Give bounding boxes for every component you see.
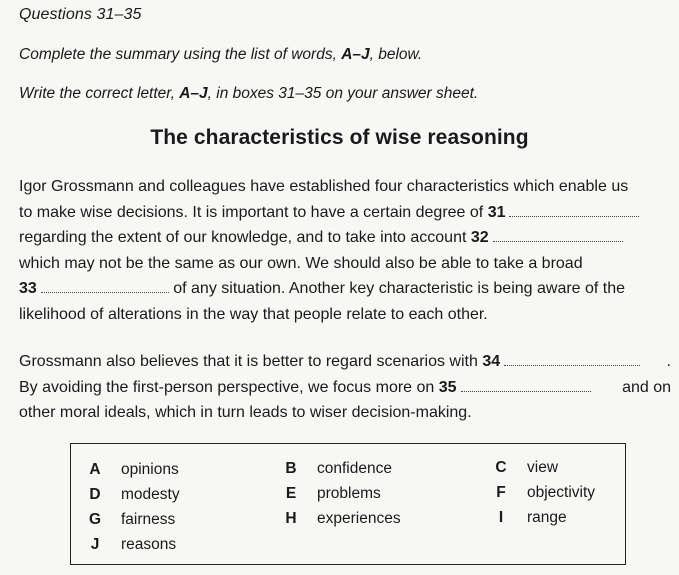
option-word: fairness <box>121 511 176 528</box>
answer-gap-33[interactable] <box>41 280 169 293</box>
word-option-c <box>493 459 558 477</box>
summary-line <box>19 276 671 302</box>
word-option-i <box>493 509 567 527</box>
summary-line <box>19 349 671 375</box>
answer-gap-34[interactable] <box>504 353 640 366</box>
word-option-j <box>87 536 176 554</box>
instruction-text: , below. <box>369 46 423 63</box>
option-letter: G <box>88 511 102 528</box>
word-option-h <box>283 510 401 528</box>
instruction-text: , in boxes 31–35 on your answer sheet. <box>207 85 479 102</box>
option-letter: C <box>495 459 507 476</box>
instruction-complete-summary <box>19 46 422 64</box>
option-letter: A <box>89 461 101 478</box>
word-option-f <box>493 484 595 502</box>
option-letter: D <box>89 486 101 503</box>
summary-line: which may not be the same as our own. We should also be able to take a broad <box>19 254 583 272</box>
summary-text: of any situation. Another key characteristic is being aware of the <box>168 280 626 297</box>
summary-line <box>19 375 671 401</box>
answer-gap-31[interactable] <box>509 204 639 217</box>
gap-number-32: 32 <box>470 229 489 246</box>
answer-gap-32[interactable] <box>493 229 623 242</box>
option-word: experiences <box>317 510 401 527</box>
option-letter: I <box>498 509 504 526</box>
gap-number-33: 33 <box>19 280 37 297</box>
option-letter: H <box>285 510 297 527</box>
summary-title: The characteristics of wise reasoning <box>150 126 529 149</box>
word-option-e <box>283 485 381 503</box>
instruction-text: Complete the summary using the list of words, <box>19 46 342 63</box>
summary-text: and on <box>622 378 671 396</box>
option-letter: F <box>496 484 506 501</box>
option-letter: B <box>285 460 297 477</box>
instruction-letter-range: A–J <box>179 85 208 102</box>
option-word: reasons <box>121 536 177 553</box>
option-word: problems <box>317 485 381 502</box>
instruction-write-letter <box>19 85 478 103</box>
option-word: confidence <box>317 460 392 477</box>
summary-line: other moral ideals, which in turn leads to wiser decision-making. <box>19 404 472 421</box>
option-letter: E <box>285 485 297 502</box>
option-word: view <box>527 459 559 476</box>
option-letter: J <box>90 536 100 553</box>
question-range-heading: Questions 31–35 <box>19 6 142 23</box>
gap-number-34: 34 <box>482 353 501 370</box>
word-option-g <box>87 511 175 529</box>
word-option-b <box>283 460 392 478</box>
option-word: range <box>527 509 567 526</box>
sentence-end-period: . <box>666 353 671 370</box>
summary-text: regarding the extent of our knowledge, and to take into account <box>19 229 471 246</box>
gap-number-31: 31 <box>487 203 506 221</box>
summary-text: By avoiding the first-person perspective, we focus more on <box>19 378 439 396</box>
instruction-letter-range: A–J <box>341 46 370 63</box>
summary-paragraph-1 <box>19 174 671 327</box>
summary-paragraph-2 <box>19 349 671 426</box>
option-word: modesty <box>121 486 180 503</box>
summary-text: Grossmann also believes that it is better to regard scenarios with <box>19 353 483 370</box>
option-word: opinions <box>121 461 179 478</box>
summary-line: likelihood of alterations in the way that people relate to each other. <box>19 305 488 323</box>
option-word: objectivity <box>527 484 596 501</box>
summary-line: Igor Grossmann and colleagues have established four characteristics which enable us <box>19 178 629 195</box>
gap-number-35: 35 <box>438 378 457 396</box>
answer-gap-35[interactable] <box>461 379 591 392</box>
summary-line <box>19 225 671 251</box>
word-list-box <box>70 443 626 565</box>
summary-line <box>19 200 671 226</box>
word-option-a <box>87 461 179 479</box>
instruction-text: Write the correct letter, <box>19 85 180 102</box>
summary-text: to make wise decisions. It is important to have a certain degree of <box>19 203 488 221</box>
word-option-d <box>87 486 180 504</box>
